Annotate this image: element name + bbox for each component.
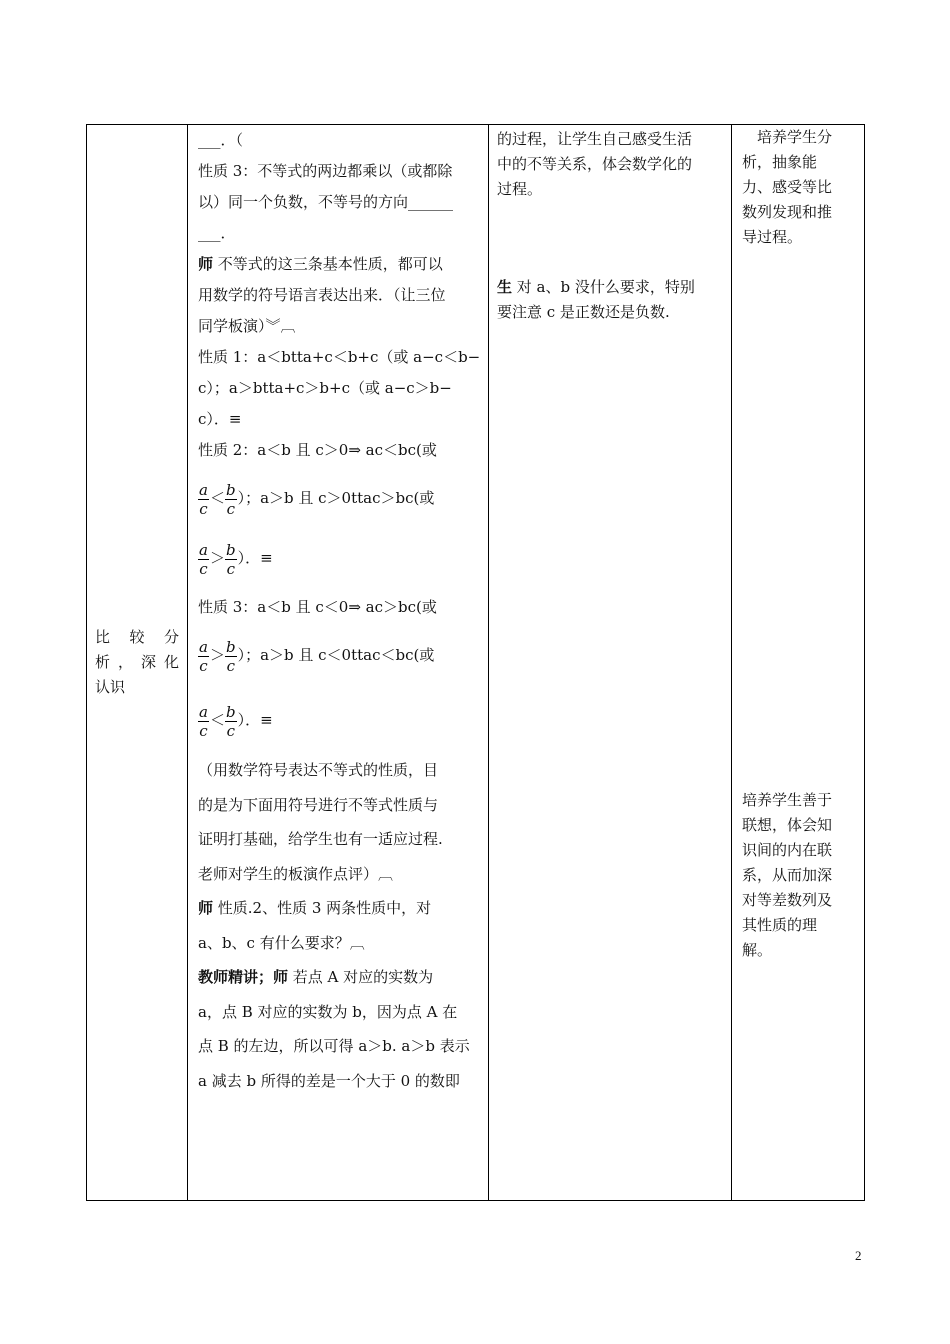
activity-line: 的过程，让学生自己感受生活: [497, 130, 693, 148]
intent-line: 培养学生善于: [742, 791, 833, 809]
fraction-line: $\frac{a}{c}$ ＜ $\frac{b}{c}$ ）；a＞b 且 c＞0ttac＞bc(或: [199, 480, 435, 518]
intent-line: 导过程。: [742, 228, 803, 246]
fraction-line: $\frac{a}{c}$ ＞ $\frac{b}{c}$ ）．≡: [199, 540, 273, 578]
intent-line: 识间的内在联: [742, 841, 833, 859]
content-line: a 减去 b 所得的差是一个大于 0 的数即: [198, 1071, 460, 1090]
content-line: 老师对学生的板演作点评）︹: [198, 864, 394, 883]
teaching-content-cell: [188, 125, 489, 1201]
student-activity-cell: [489, 125, 732, 1201]
intent-line: 力、感受等比: [742, 178, 833, 196]
property-3-line: 性质 3：a＜b 且 c＜0⇒ ac＞bc(或: [198, 598, 437, 616]
intent-line: 系，从而加深: [742, 866, 833, 884]
fraction: $\frac{b}{c}$: [225, 480, 236, 518]
fraction: $\frac{b}{c}$: [225, 540, 236, 578]
content-line: 性质 3：不等式的两边都乘以（或都除: [198, 162, 453, 180]
lesson-plan-table: [86, 124, 865, 1201]
content-line: （用数学符号表达不等式的性质，目: [198, 761, 439, 779]
table-row: [87, 125, 865, 1201]
content-line: ___．: [198, 224, 236, 242]
fraction-line: $\frac{a}{c}$ ＞ $\frac{b}{c}$ ）；a＞b 且 c＜0ttac＜bc(或: [199, 637, 435, 675]
activity-line: 要注意 c 是正数还是负数.: [497, 303, 670, 321]
content-line: ___．（: [198, 131, 244, 149]
stage-label-line: 析，深化: [95, 653, 179, 671]
intent-line: 其性质的理: [742, 916, 818, 934]
intent-line: 数列发现和推: [742, 203, 833, 221]
stage-label-line: 比 较 分: [95, 628, 179, 646]
speaker-teacher: 师: [198, 899, 214, 917]
content-line: 以）同一个负数，不等号的方向______: [198, 193, 454, 211]
fraction: $\frac{b}{c}$: [225, 702, 236, 740]
fraction: $\frac{a}{c}$: [199, 540, 208, 578]
stage-label: [87, 625, 187, 700]
design-intent-cell: [732, 125, 865, 1201]
content-line: 的是为下面用符号进行不等式性质与: [198, 795, 439, 814]
intent-line: 对等差数列及: [742, 891, 833, 909]
content-line: 师 不等式的这三条基本性质，都可以: [198, 255, 443, 273]
activity-line: 中的不等关系，体会数学化的: [497, 155, 693, 173]
content-line: 用数学的符号语言表达出来．（让三位: [198, 286, 446, 304]
content-line: 证明打基础，给学生也有一适应过程.: [198, 830, 443, 848]
content-line: a，点 B 对应的实数为 b，因为点 A 在: [198, 1002, 458, 1021]
fraction: $\frac{a}{c}$: [199, 702, 208, 740]
stage-label-line: 认识: [95, 678, 126, 696]
content-line: 师 性质.2、性质 3 两条性质中，对: [198, 899, 432, 917]
intent-line: 培养学生分: [742, 128, 833, 146]
intent-line: 联想，体会知: [742, 816, 833, 834]
activity-line: 生 对 a、b 没什么要求，特别: [497, 278, 695, 296]
fraction: $\frac{b}{c}$: [225, 637, 236, 675]
stage-cell: [87, 125, 188, 1201]
speaker-teacher: 师: [198, 255, 214, 273]
intent-line: 解。: [742, 941, 773, 959]
fraction-line: $\frac{a}{c}$ ＜ $\frac{b}{c}$ ）．≡: [199, 702, 273, 740]
property-1-line: c）；a＞btta+c＞b+c（或 a−c＞b−: [198, 379, 452, 397]
content-line: 教师精讲；师 若点 A 对应的实数为: [198, 968, 434, 986]
content-line: 同学板演）︾︹: [198, 317, 296, 335]
content-line: 点 B 的左边，所以可得 a＞b. a＞b 表示: [198, 1037, 470, 1055]
speaker-student: 生: [497, 278, 513, 296]
fraction: $\frac{a}{c}$: [199, 637, 208, 675]
content-line: a、b、c 有什么要求？︹: [198, 933, 365, 952]
page-number: 2: [855, 1248, 862, 1263]
property-1-line: 性质 1：a＜btta+c＜b+c（或 a−c＜b−: [198, 348, 481, 366]
activity-line: 过程。: [497, 180, 543, 198]
teacher-explanation-label: 教师精讲；师: [198, 968, 289, 986]
intent-line: 析，抽象能: [742, 153, 818, 171]
fraction: $\frac{a}{c}$: [199, 480, 208, 518]
property-1-line: c）．≡: [198, 410, 242, 428]
property-2-line: 性质 2：a＜b 且 c＞0⇒ ac＜bc(或: [198, 441, 437, 459]
